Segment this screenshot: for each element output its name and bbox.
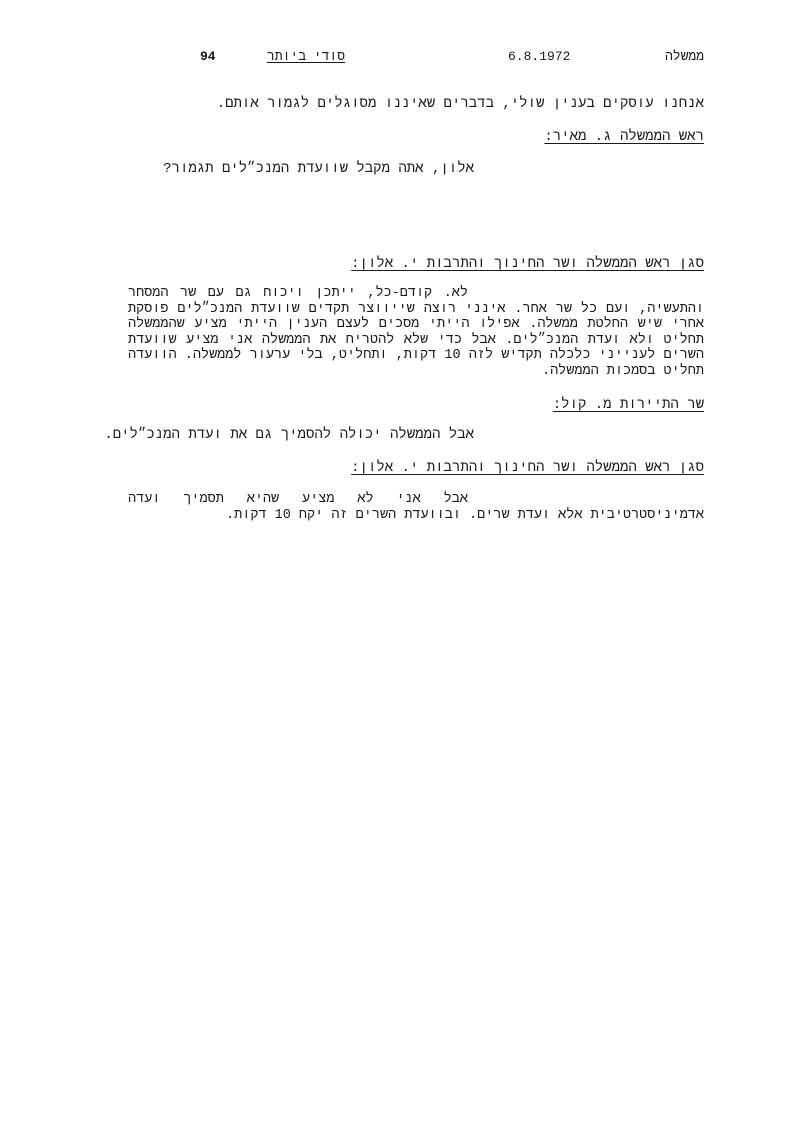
speaker-heading-meir: ראש הממשלה ג. מאיר: [544,129,704,145]
paragraph-line: אבל אני לא מציע שהיא תסמיך ועדה [128,492,468,507]
speaker-heading-allon: סגן ראש הממשלה ושר החינוך והתרבות י. אלון: [351,256,704,272]
classification-label: סודי ביותר [267,49,346,64]
speech-allon-paragraph [128,286,704,379]
speech-kol: אבל הממשלה יכולה להסמיך גם את ועדת המנכ״לים. [104,427,474,443]
paragraph-line: השרים לענייני כלכלה תקדיש לזה 10 דקות, ותחליט, בלי ערעור לממשלה. הוועדה [128,348,704,363]
speaker-heading-kol: שר התיירות מ. קול: [552,397,704,413]
paragraph-line: אחרי שיש החלטת ממשלה. אפילו הייתי מסכים לעצם הענין הייתי מציע שהממשלה [128,317,704,332]
paragraph-line: אדמיניסטרטיבית אלא ועדת שרים. ובוועדת השרים זה יקח 10 דקות. [226,507,704,523]
paragraph-line: לא. קודם-כל, ייתכן ויכוח גם עם שר המסחר [128,286,468,301]
opening-line: אנחנו עוסקים בענין שולי, בדברים שאיננו מסוגלים לגמור אותם. [216,96,704,112]
header-date: 6.8.1972 [508,49,571,64]
speech-meir: אלון, אתה מקבל שוועדת המנכ״לים תגמור? [163,161,474,177]
speaker-heading-allon-2: סגן ראש הממשלה ושר החינוך והתרבות י. אלון: [351,460,704,476]
paragraph-line: תחליט ולא ועדת המנכ״לים. אבל כדי שלא להטריח את הממשלה אני מציע שוועדת [128,332,704,348]
page-number: 94 [200,49,216,64]
speech-allon-2-paragraph [128,492,704,523]
paragraph-line: תחליט בסמכות הממשלה. [541,363,704,379]
header-label: ממשלה [664,49,704,64]
paragraph-line: והתעשיה, ועם כל שר אחר. אינני רוצה שייווצר תקדים שוועדת המנכ״לים פוסקת [128,301,704,317]
